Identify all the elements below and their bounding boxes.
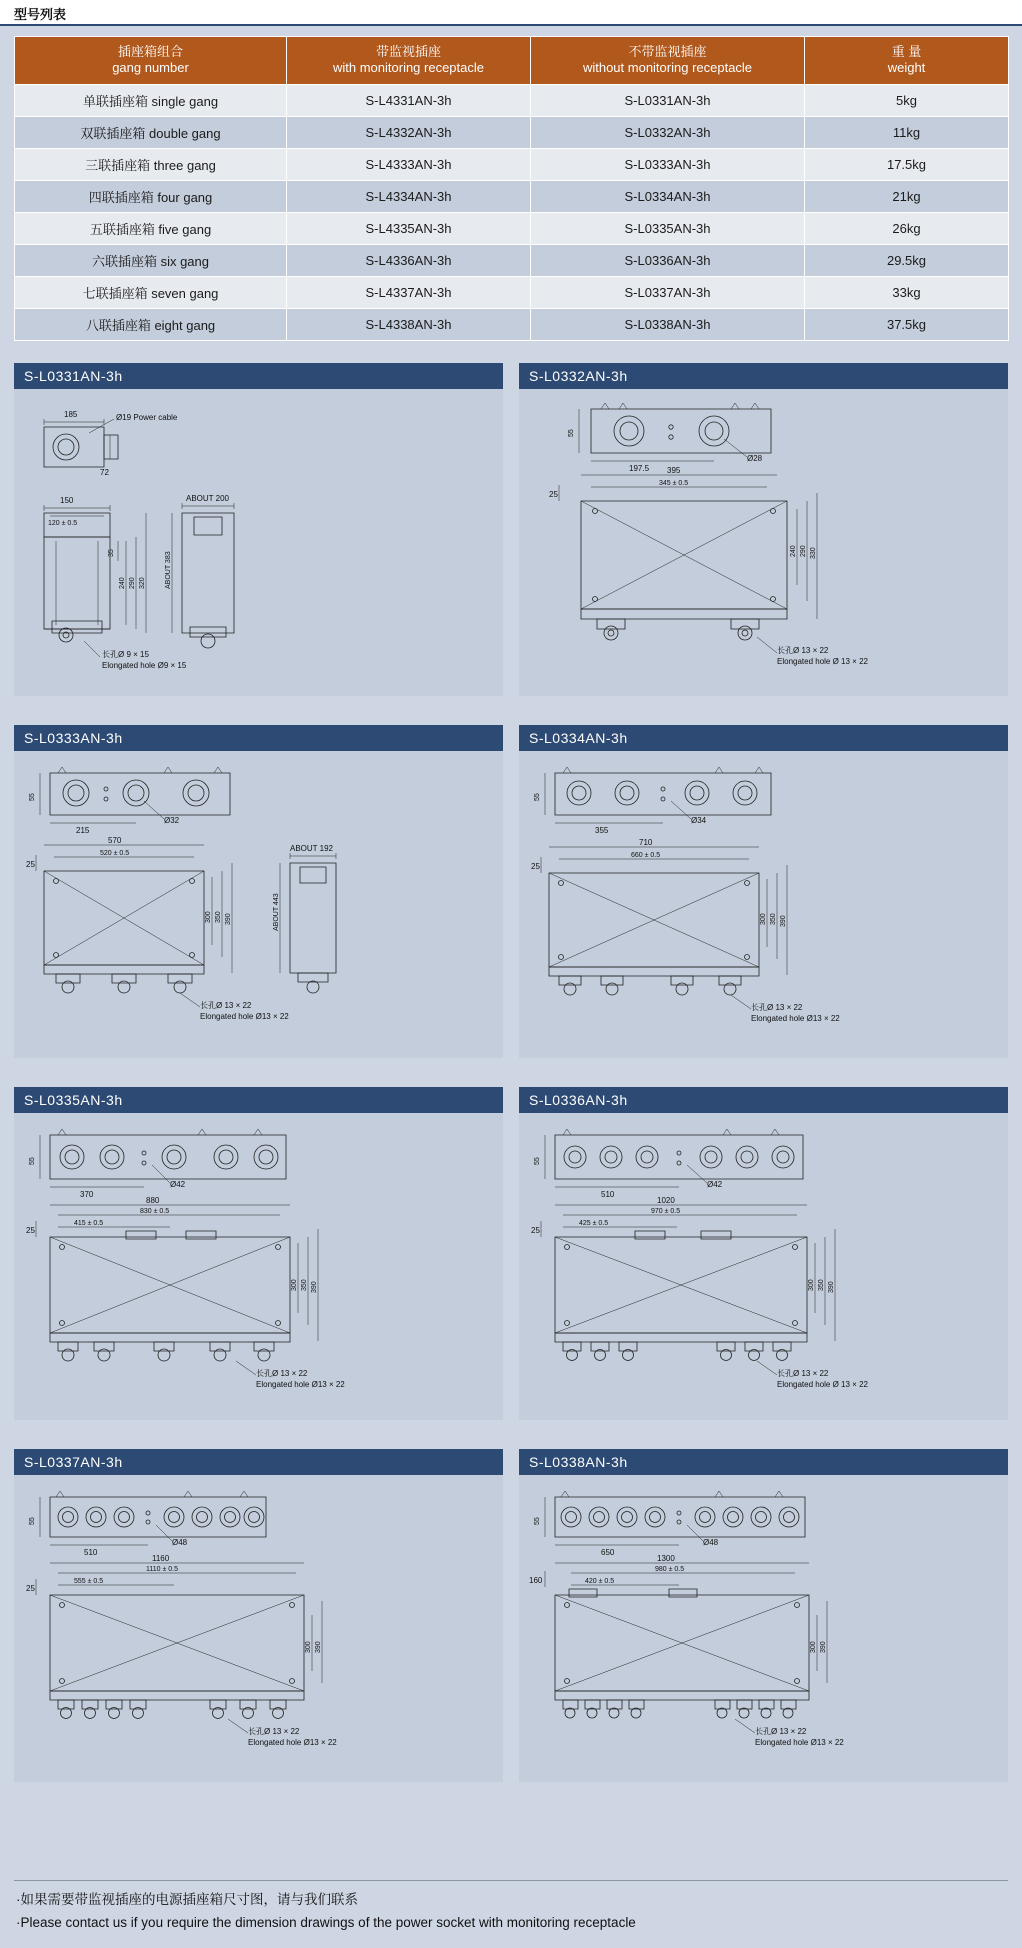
dim-dia: Ø34 bbox=[691, 816, 707, 825]
drawing-body-0338 bbox=[519, 1475, 1008, 1782]
note-hole-cn: 长孔Ø 9 × 15 bbox=[102, 650, 149, 659]
note-hole-en: Elongated hole Ø13 × 22 bbox=[755, 1738, 844, 1747]
col-header-weight bbox=[805, 37, 1009, 85]
dim-390: 390 bbox=[315, 1641, 322, 1653]
dim-320: 320 bbox=[139, 577, 146, 589]
dim-cable: Ø19 Power cable bbox=[116, 413, 178, 422]
cell-weight: 26kg bbox=[805, 212, 1009, 244]
drawing-body-0336 bbox=[519, 1113, 1008, 1420]
col-header-weight-en: weight bbox=[887, 60, 926, 76]
cell-with: S-L4334AN-3h bbox=[287, 180, 531, 212]
col-header-gang-en: gang number bbox=[112, 60, 189, 76]
table-row bbox=[15, 148, 1009, 180]
dim-120: 120 ± 0.5 bbox=[48, 520, 78, 527]
drawing-body-0331 bbox=[14, 389, 503, 696]
note-hole-cn: 长孔Ø 13 × 22 bbox=[200, 1001, 252, 1010]
dim-510: 510 bbox=[84, 1548, 98, 1557]
cell-gang: 五联插座箱 five gang bbox=[15, 212, 287, 244]
table-row bbox=[15, 276, 1009, 308]
drawing-title-0333: S-L0333AN-3h bbox=[14, 725, 503, 751]
cell-without: S-L0336AN-3h bbox=[531, 244, 805, 276]
cell-gang: 八联插座箱 eight gang bbox=[15, 308, 287, 340]
cell-with: S-L4333AN-3h bbox=[287, 148, 531, 180]
dim-370: 370 bbox=[80, 1190, 94, 1199]
drawing-body-0332 bbox=[519, 389, 1008, 696]
note-hole-cn: 长孔Ø 13 × 22 bbox=[751, 1003, 803, 1012]
col-header-weight-cn: 重 量 bbox=[891, 44, 922, 59]
table-row bbox=[15, 244, 1009, 276]
dim-25: 25 bbox=[531, 1226, 540, 1235]
dim-660: 660 ± 0.5 bbox=[631, 852, 661, 859]
drawing-title-0338: S-L0338AN-3h bbox=[519, 1449, 1008, 1475]
footer-note-cn: ·如果需要带监视插座的电源插座箱尺寸图，请与我们联系 bbox=[16, 1892, 358, 1907]
drawing-block-0332 bbox=[519, 363, 1008, 696]
table-row bbox=[15, 308, 1009, 340]
cell-without: S-L0331AN-3h bbox=[531, 84, 805, 116]
note-hole-cn: 长孔Ø 13 × 22 bbox=[777, 646, 829, 655]
note-hole-cn: 长孔Ø 13 × 22 bbox=[256, 1369, 308, 1378]
dim-355: 355 bbox=[595, 826, 609, 835]
dim-1300: 1300 bbox=[657, 1554, 675, 1563]
dim-300: 300 bbox=[808, 1279, 815, 1291]
dim-55: 55 bbox=[534, 1157, 541, 1165]
cell-gang: 双联插座箱 double gang bbox=[15, 116, 287, 148]
cell-weight: 29.5kg bbox=[805, 244, 1009, 276]
note-hole-en: Elongated hole Ø13 × 22 bbox=[248, 1738, 337, 1747]
title-underline bbox=[0, 24, 1022, 26]
model-table bbox=[14, 36, 1009, 341]
cell-weight: 5kg bbox=[805, 84, 1009, 116]
note-hole-en: Elongated hole Ø 13 × 22 bbox=[777, 657, 868, 666]
dim-330: 330 bbox=[810, 547, 817, 559]
dim-55: 55 bbox=[568, 429, 575, 437]
col-header-gang-cn: 插座箱组合 bbox=[117, 44, 183, 59]
dim-240: 240 bbox=[119, 577, 126, 589]
dim-dia: Ø48 bbox=[172, 1538, 188, 1547]
dim-55: 55 bbox=[29, 793, 36, 801]
cell-without: S-L0334AN-3h bbox=[531, 180, 805, 212]
drawing-body-0335 bbox=[14, 1113, 503, 1420]
cell-weight: 17.5kg bbox=[805, 148, 1009, 180]
dim-390: 390 bbox=[225, 913, 232, 925]
note-hole-cn: 长孔Ø 13 × 22 bbox=[777, 1369, 829, 1378]
cell-without: S-L0332AN-3h bbox=[531, 116, 805, 148]
drawing-block-0331 bbox=[14, 363, 503, 696]
dim-1975: 197.5 bbox=[629, 464, 650, 473]
dim-290: 290 bbox=[129, 577, 136, 589]
dim-345: 345 ± 0.5 bbox=[659, 480, 689, 487]
table-row bbox=[15, 84, 1009, 116]
dim-350: 350 bbox=[818, 1279, 825, 1291]
drawing-block-0335 bbox=[14, 1087, 503, 1420]
cell-without: S-L0338AN-3h bbox=[531, 308, 805, 340]
model-table-wrapper bbox=[14, 36, 1008, 341]
cell-without: S-L0337AN-3h bbox=[531, 276, 805, 308]
dim-dia: Ø28 bbox=[747, 454, 763, 463]
dim-710: 710 bbox=[639, 838, 653, 847]
dim-880: 880 bbox=[146, 1196, 160, 1205]
dim-dia: Ø42 bbox=[170, 1180, 186, 1189]
page-title: 型号列表 bbox=[14, 7, 67, 22]
dim-390: 390 bbox=[780, 915, 787, 927]
dim-55: 55 bbox=[534, 793, 541, 801]
dim-1160: 1160 bbox=[152, 1554, 170, 1563]
cell-with: S-L4335AN-3h bbox=[287, 212, 531, 244]
dim-25: 25 bbox=[549, 490, 558, 499]
dim-350: 350 bbox=[770, 913, 777, 925]
dim-510: 510 bbox=[601, 1190, 615, 1199]
note-hole-en: Elongated hole Ø13 × 22 bbox=[200, 1012, 289, 1021]
drawing-body-0337 bbox=[14, 1475, 503, 1782]
drawing-title-0332: S-L0332AN-3h bbox=[519, 363, 1008, 389]
dim-300: 300 bbox=[760, 913, 767, 925]
col-header-without-en: without monitoring receptacle bbox=[582, 60, 753, 76]
cell-with: S-L4338AN-3h bbox=[287, 308, 531, 340]
dim-390: 390 bbox=[820, 1641, 827, 1653]
dim-55: 55 bbox=[29, 1517, 36, 1525]
cell-without: S-L0335AN-3h bbox=[531, 212, 805, 244]
dim-1020: 1020 bbox=[657, 1196, 675, 1205]
dim-25: 25 bbox=[26, 860, 35, 869]
table-row bbox=[15, 212, 1009, 244]
dim-1110: 1110 ± 0.5 bbox=[146, 1566, 178, 1573]
dim-55: 55 bbox=[534, 1517, 541, 1525]
dim-about383: ABOUT 383 bbox=[165, 551, 172, 589]
drawing-body-0334 bbox=[519, 751, 1008, 1058]
col-header-gang bbox=[15, 37, 287, 85]
dim-650: 650 bbox=[601, 1548, 615, 1557]
dim-25: 25 bbox=[26, 1584, 35, 1593]
dim-25: 25 bbox=[531, 862, 540, 871]
dim-dia: Ø42 bbox=[707, 1180, 723, 1189]
dim-390: 390 bbox=[311, 1281, 318, 1293]
dim-about200: ABOUT 200 bbox=[186, 494, 229, 503]
cell-gang: 三联插座箱 three gang bbox=[15, 148, 287, 180]
drawing-block-0338 bbox=[519, 1449, 1008, 1782]
note-hole-en: Elongated hole Ø9 × 15 bbox=[102, 661, 187, 670]
cell-weight: 37.5kg bbox=[805, 308, 1009, 340]
dim-300: 300 bbox=[205, 911, 212, 923]
drawing-block-0334 bbox=[519, 725, 1008, 1058]
dim-150: 150 bbox=[60, 496, 74, 505]
drawing-block-0336 bbox=[519, 1087, 1008, 1420]
dim-55: 55 bbox=[29, 1157, 36, 1165]
drawing-title-0336: S-L0336AN-3h bbox=[519, 1087, 1008, 1113]
note-hole-en: Elongated hole Ø13 × 22 bbox=[256, 1380, 345, 1389]
col-header-with bbox=[287, 37, 531, 85]
dim-830: 830 ± 0.5 bbox=[140, 1208, 170, 1215]
dim-185: 185 bbox=[64, 410, 78, 419]
dim-160: 160 bbox=[529, 1576, 543, 1585]
dim-570: 570 bbox=[108, 836, 122, 845]
cell-with: S-L4336AN-3h bbox=[287, 244, 531, 276]
dim-395: 395 bbox=[667, 466, 681, 475]
col-header-with-en: with monitoring receptacle bbox=[332, 60, 485, 76]
dim-290: 290 bbox=[800, 545, 807, 557]
dim-350: 350 bbox=[215, 911, 222, 923]
page-title-bar bbox=[0, 0, 1022, 26]
dim-970: 970 ± 0.5 bbox=[651, 1208, 681, 1215]
note-hole-cn: 长孔Ø 13 × 22 bbox=[248, 1727, 300, 1736]
cell-with: S-L4337AN-3h bbox=[287, 276, 531, 308]
dim-300: 300 bbox=[305, 1641, 312, 1653]
dim-520: 520 ± 0.5 bbox=[100, 850, 130, 857]
table-row bbox=[15, 180, 1009, 212]
dim-555: 555 ± 0.5 bbox=[74, 1578, 104, 1585]
drawing-block-0337 bbox=[14, 1449, 503, 1782]
cell-with: S-L4331AN-3h bbox=[287, 84, 531, 116]
table-header-row bbox=[15, 37, 1009, 85]
drawing-block-0333 bbox=[14, 725, 503, 1058]
dim-about192: ABOUT 192 bbox=[290, 844, 333, 853]
col-header-without bbox=[531, 37, 805, 85]
cell-weight: 11kg bbox=[805, 116, 1009, 148]
dim-25: 25 bbox=[26, 1226, 35, 1235]
cell-gang: 单联插座箱 single gang bbox=[15, 84, 287, 116]
col-header-with-cn: 带监视插座 bbox=[375, 44, 441, 59]
cell-gang: 七联插座箱 seven gang bbox=[15, 276, 287, 308]
drawing-body-0333 bbox=[14, 751, 503, 1058]
col-header-without-cn: 不带监视插座 bbox=[628, 44, 707, 59]
cell-with: S-L4332AN-3h bbox=[287, 116, 531, 148]
dim-425: 425 ± 0.5 bbox=[579, 1220, 609, 1227]
table-row bbox=[15, 116, 1009, 148]
drawing-title-0335: S-L0335AN-3h bbox=[14, 1087, 503, 1113]
dim-240: 240 bbox=[790, 545, 797, 557]
dim-300: 300 bbox=[810, 1641, 817, 1653]
cell-gang: 六联插座箱 six gang bbox=[15, 244, 287, 276]
note-hole-cn: 长孔Ø 13 × 22 bbox=[755, 1727, 807, 1736]
footer-divider bbox=[14, 1880, 1008, 1881]
note-hole-en: Elongated hole Ø 13 × 22 bbox=[777, 1380, 868, 1389]
dim-350: 350 bbox=[301, 1279, 308, 1291]
dim-215: 215 bbox=[76, 826, 90, 835]
drawing-title-0337: S-L0337AN-3h bbox=[14, 1449, 503, 1475]
cell-without: S-L0333AN-3h bbox=[531, 148, 805, 180]
cell-weight: 21kg bbox=[805, 180, 1009, 212]
dim-390: 390 bbox=[828, 1281, 835, 1293]
note-hole-en: Elongated hole Ø13 × 22 bbox=[751, 1014, 840, 1023]
drawing-title-0334: S-L0334AN-3h bbox=[519, 725, 1008, 751]
dim-dia: Ø48 bbox=[703, 1538, 719, 1547]
dim-420: 420 ± 0.5 bbox=[585, 1578, 615, 1585]
dim-415: 415 ± 0.5 bbox=[74, 1220, 104, 1227]
drawing-title-0331: S-L0331AN-3h bbox=[14, 363, 503, 389]
dim-72: 72 bbox=[100, 468, 109, 477]
cell-weight: 33kg bbox=[805, 276, 1009, 308]
dim-980: 980 ± 0.5 bbox=[655, 1566, 685, 1573]
footer-note-en: ·Please contact us if you require the dimension drawings of the power socket with monitoring receptacle bbox=[16, 1915, 636, 1930]
dim-dia: Ø32 bbox=[164, 816, 180, 825]
dim-35: 35 bbox=[108, 549, 115, 557]
cell-gang: 四联插座箱 four gang bbox=[15, 180, 287, 212]
dim-300: 300 bbox=[291, 1279, 298, 1291]
dim-about443: ABOUT 443 bbox=[273, 893, 280, 931]
